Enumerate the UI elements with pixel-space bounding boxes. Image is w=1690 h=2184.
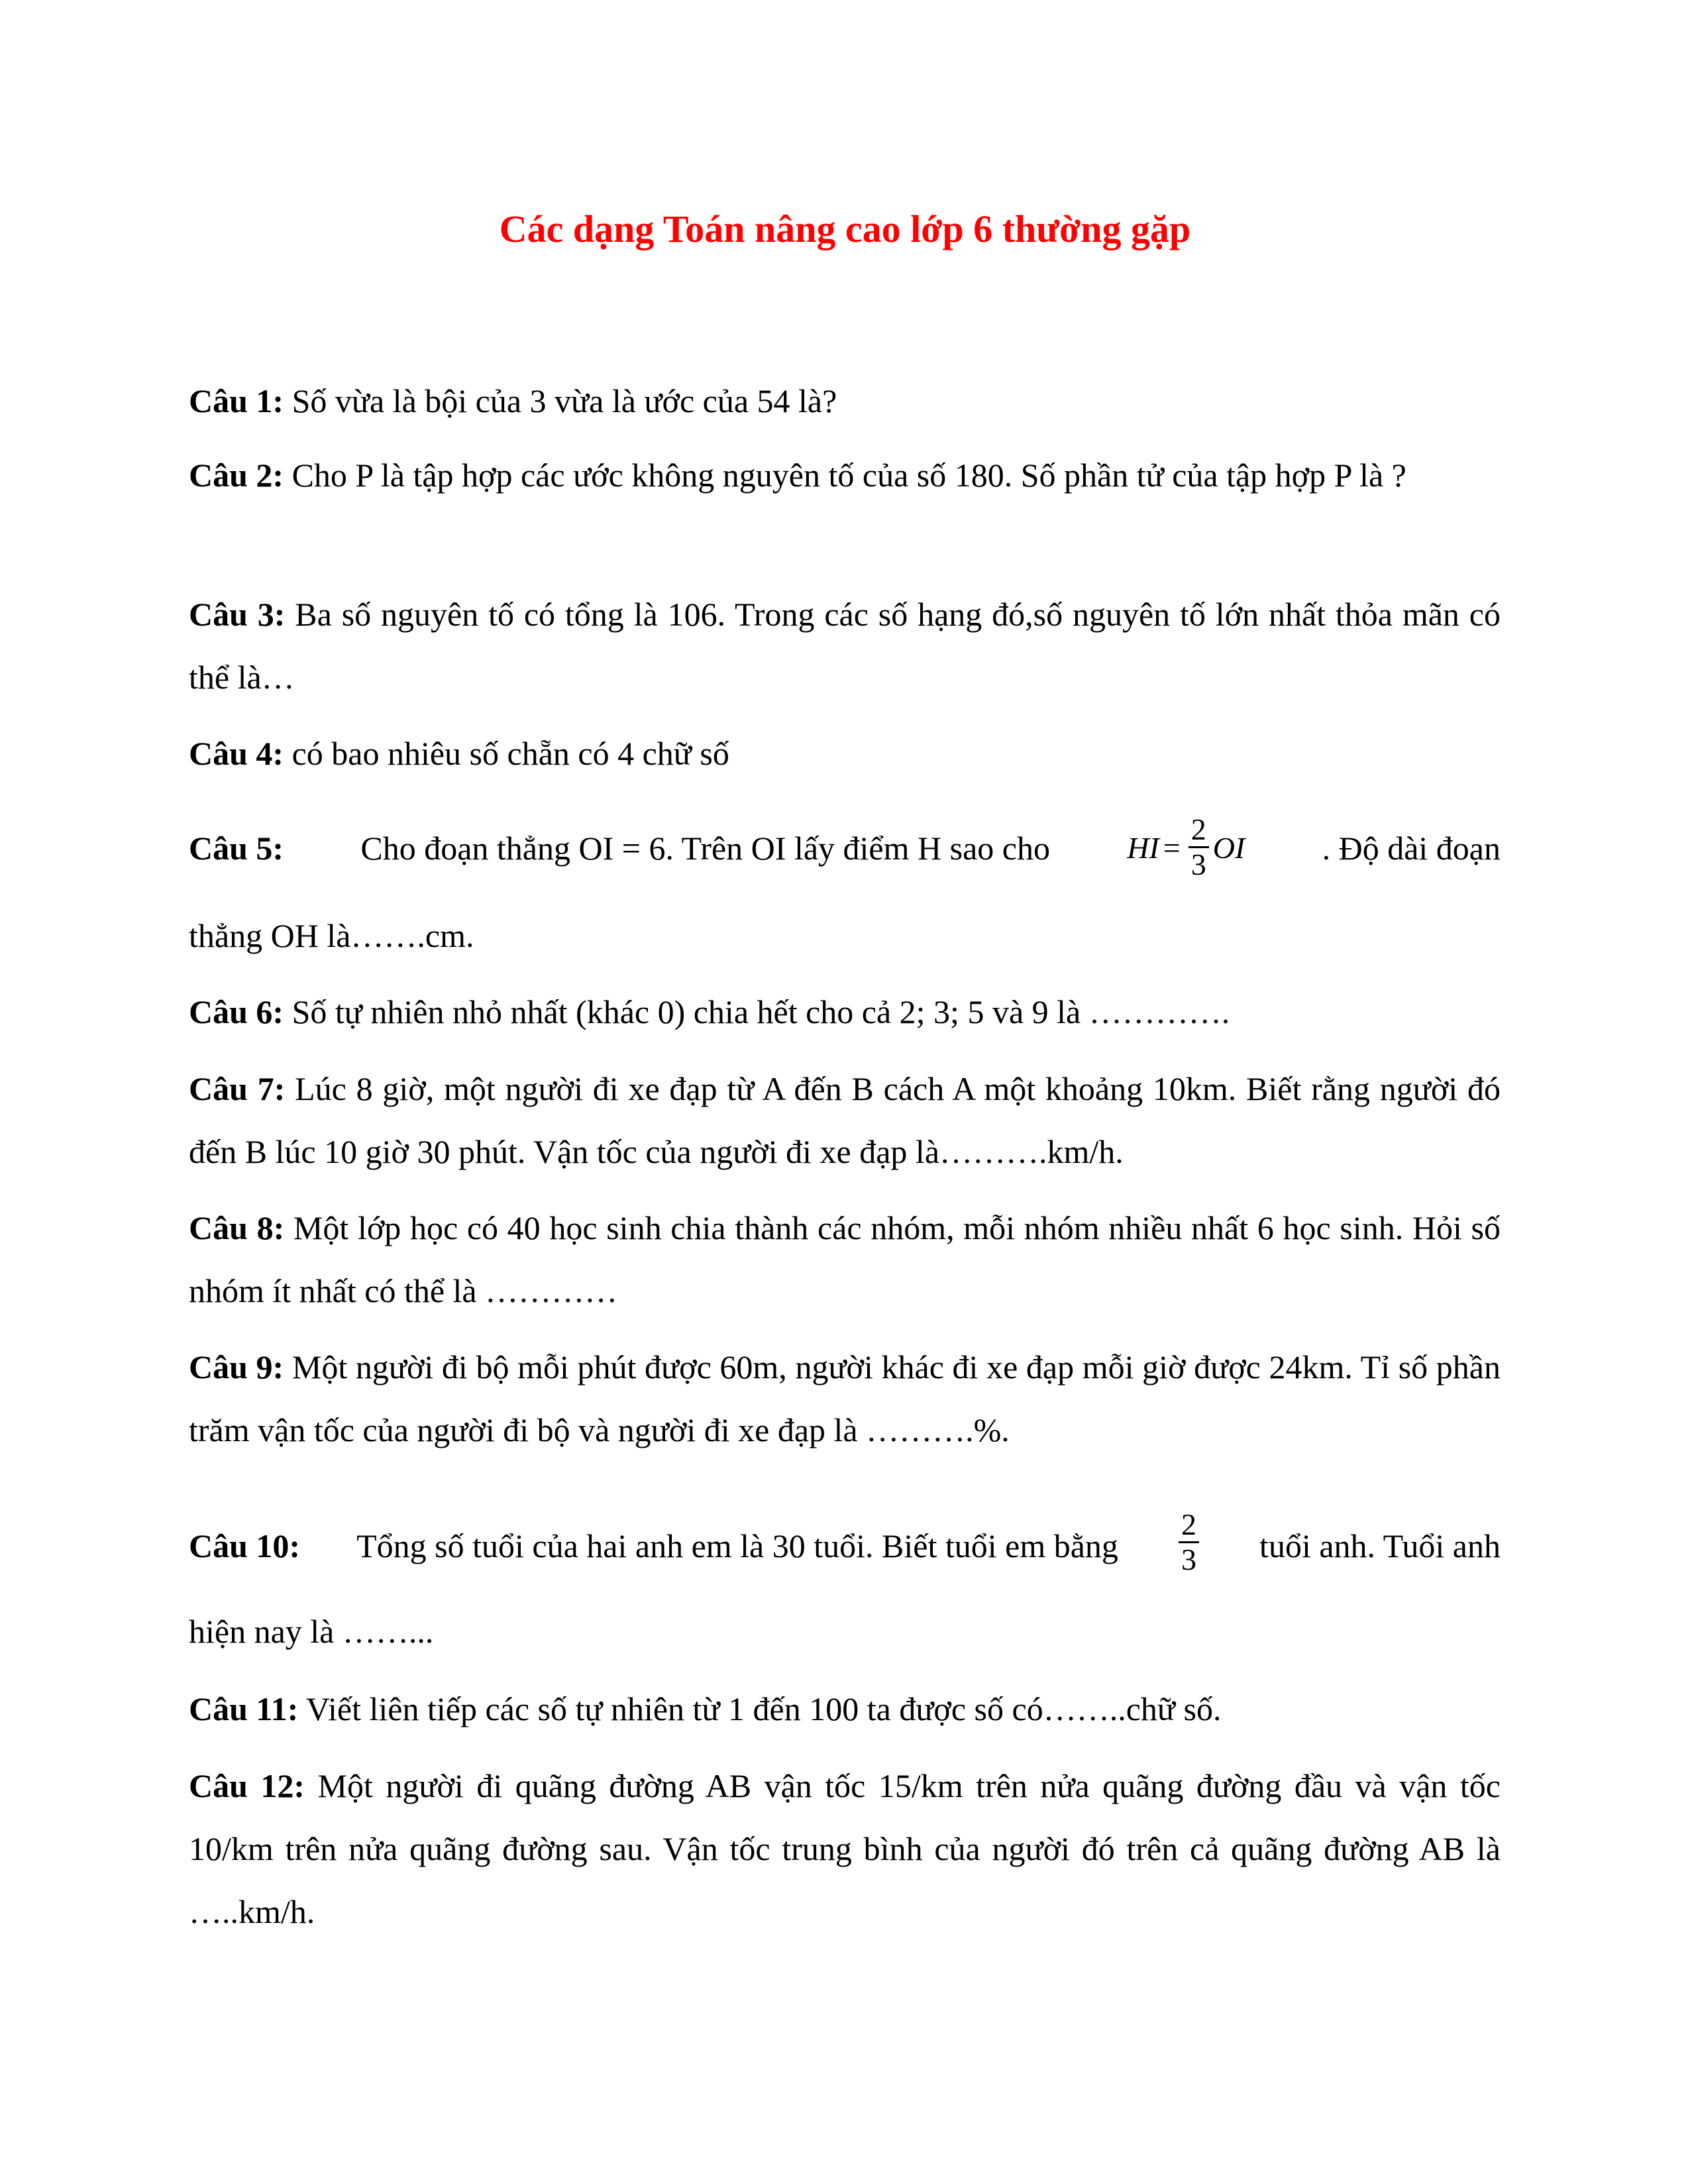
question-7 (189, 1058, 1501, 1183)
question-10-continuation: hiện nay là ……... (189, 1613, 434, 1650)
question-label: Câu 5: (189, 830, 284, 867)
fraction (1188, 813, 1209, 881)
question-label: Câu 3: (189, 596, 286, 633)
question-2 (189, 444, 1501, 507)
fraction-denominator: 3 (1190, 847, 1206, 881)
fraction-numerator: 2 (1179, 1508, 1199, 1543)
question-5 (189, 812, 1501, 885)
question-6 (189, 981, 1501, 1044)
question-label: Câu 4: (189, 735, 284, 772)
fraction-denominator: 3 (1181, 1542, 1196, 1576)
question-label: Câu 10: (189, 1527, 301, 1564)
question-text-before: Cho đoạn thẳng OI = 6. Trên OI lấy điểm H sao cho (360, 830, 1050, 867)
question-text: Lúc 8 giờ, một người đi xe đạp từ A đến B cách A một khoảng 10km. Biết rằng người đó đến B lúc 10 giờ 30 phút. Vận tốc của người đi xe đạp là……….km/h. (189, 1070, 1501, 1170)
question-4 (189, 722, 1501, 785)
question-text: Một người đi bộ mỗi phút được 60m, người khác đi xe đạp mỗi giờ được 24km. Tỉ số phần trăm vận tốc của người đi bộ và người đi xe đạp là ……….%. (189, 1348, 1501, 1448)
question-label: Câu 9: (189, 1348, 284, 1386)
question-text: Cho P là tập hợp các ước không nguyên tố của số 180. Số phần tử của tập hợp P là ? (284, 457, 1406, 494)
math-lhs: HI (1127, 831, 1159, 865)
question-label: Câu 2: (189, 457, 284, 494)
question-text-after: tuổi anh. Tuổi anh (1259, 1527, 1501, 1564)
question-10 (189, 1509, 1501, 1582)
question-9 (189, 1336, 1501, 1462)
fraction-numerator: 2 (1188, 813, 1209, 848)
question-3 (189, 583, 1501, 709)
page-title: Các dạng Toán nâng cao lớp 6 thường gặp (499, 207, 1191, 250)
math-rhs: OI (1212, 831, 1245, 865)
question-text: có bao nhiêu số chẵn có 4 chữ số (284, 735, 729, 772)
question-8 (189, 1197, 1501, 1323)
question-text: Số vừa là bội của 3 vừa là ước của 54 là? (284, 382, 837, 419)
question-label: Câu 12: (189, 1767, 305, 1804)
question-text: Viết liên tiếp các số tự nhiên từ 1 đến 100 ta được số có……..chữ số. (298, 1690, 1222, 1727)
question-text-after: . Độ dài đoạn (1322, 830, 1501, 867)
question-12 (189, 1755, 1501, 1943)
math-equals: = (1163, 831, 1181, 865)
question-label: Câu 6: (189, 993, 284, 1030)
question-text: Một lớp học có 40 học sinh chia thành các nhóm, mỗi nhóm nhiều nhất 6 học sinh. Hỏi số nhóm ít nhất có thể là ………… (189, 1209, 1501, 1309)
question-text: Số tự nhiên nhỏ nhất (khác 0) chia hết cho cả 2; 3; 5 và 9 là …………. (284, 993, 1230, 1030)
question-label: Câu 1: (189, 382, 284, 419)
question-5-continuation: thẳng OH là…….cm. (189, 917, 474, 954)
question-text: Ba số nguyên tố có tổng là 106. Trong các số hạng đó,số nguyên tố lớn nhất thỏa mãn có thể là… (189, 596, 1501, 696)
question-label: Câu 11: (189, 1690, 299, 1727)
question-text: Một người đi quãng đường AB vận tốc 15/km trên nửa quãng đường đầu và vận tốc 10/km trên nửa quãng đường sau. Vận tốc trung bình của người đó trên cả quãng đường AB là …..km/h. (189, 1767, 1501, 1930)
question-1 (189, 370, 1501, 433)
question-text-before: Tổng số tuổi của hai anh em là 30 tuổi. Biết tuổi em bằng (356, 1527, 1118, 1564)
math-expression (1127, 812, 1245, 885)
question-label: Câu 7: (189, 1070, 286, 1107)
fraction (1179, 1508, 1199, 1576)
question-11 (189, 1678, 1501, 1741)
question-label: Câu 8: (189, 1209, 285, 1246)
